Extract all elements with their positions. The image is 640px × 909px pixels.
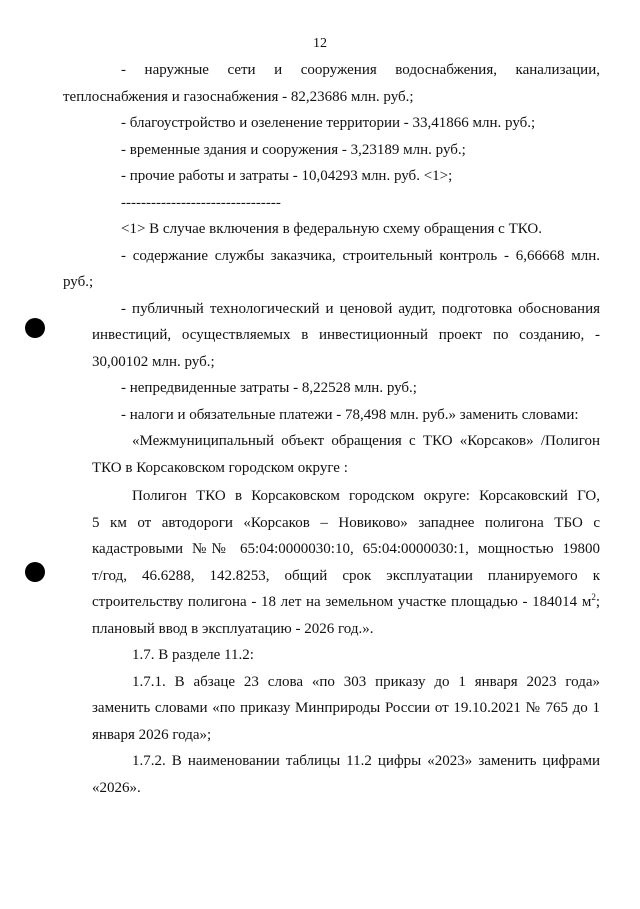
paragraph-audit-line-2: инвестиций, осуществляемых в инвестиционный проект по созданию, - [92, 327, 600, 343]
punch-hole-top [25, 318, 45, 338]
punch-hole-bottom [25, 562, 45, 582]
paragraph-temporary-buildings: - временные здания и сооружения - 3,23189 млн. руб.; [121, 141, 466, 158]
paragraph-section-1-7-1-line-2: заменить словами «по приказу Минприроды России от 19.10.2021 № 765 до 1 [92, 700, 600, 716]
superscript-2: 2 [591, 592, 596, 602]
paragraph-landfill-line-6: плановый ввод в эксплуатацию - 2026 год.». [92, 620, 374, 637]
paragraph-contingencies: - непредвиденные затраты - 8,22528 млн. руб.; [121, 380, 417, 396]
paragraph-networks [63, 57, 600, 110]
paragraph-landfill-line-1: Полигон ТКО в Корсаковском городском округе: Корсаковский ГО, [132, 488, 600, 504]
paragraph-audit-line-3: 30,00102 млн. руб.; [92, 353, 215, 370]
paragraph-other-works: - прочие работы и затраты - 10,04293 млн. руб. <1>; [121, 168, 453, 184]
page-number: 12 [313, 36, 327, 51]
paragraph-section-1-7-1-line-3: января 2026 года»; [92, 726, 212, 743]
paragraph-section-1-7-2 [92, 748, 600, 801]
paragraph-audit-line-1: - публичный технологический и ценовой аудит, подготовка обоснования [121, 300, 600, 317]
paragraph-landfill-line-3: кадастровыми №№ 65:04:0000030:10, 65:04:0000030:1, мощностью 19800 [92, 541, 600, 557]
paragraph-customer-service [63, 243, 600, 296]
paragraph-taxes: - налоги и обязательные платежи - 78,498 млн. руб.» заменить словами: [121, 406, 579, 423]
paragraph-landfill-line-4: т/год, 46.6288, 142.8253, общий срок эксплуатации планируемого к [92, 567, 600, 584]
paragraph-object-title-line-2: ТКО в Корсаковском городском округе : [92, 459, 348, 476]
paragraph-landscaping: - благоустройство и озеленение территории - 33,41866 млн. руб.; [121, 115, 536, 131]
paragraph-landfill-line-5-end: ; [595, 594, 600, 610]
paragraph-object-title-line-1: «Межмуниципальный объект обращения с ТКО «Корсаков» /Полигон [132, 433, 600, 449]
paragraph-section-1-7-1 [92, 669, 600, 749]
paragraph-section-1-7: 1.7. В разделе 11.2: [132, 647, 254, 663]
paragraph-object-title [92, 428, 600, 481]
document-body [63, 57, 600, 801]
paragraph-section-1-7-1-line-1: 1.7.1. В абзаце 23 слова «по 303 приказу до 1 января 2023 года» [132, 673, 600, 690]
footnote-separator: -------------------------------- [121, 194, 281, 211]
paragraph-landfill-line-2: 5 км от автодороги «Корсаков – Новиково» западнее полигона ТБО с [92, 514, 600, 531]
paragraph-section-1-7-2-line-2: «2026». [92, 779, 141, 796]
paragraph-landfill-line-5 [52, 589, 600, 616]
paragraph-section-1-7-2-line-1: 1.7.2. В наименовании таблицы 11.2 цифры «2023» заменить цифрами [132, 753, 600, 769]
paragraph-audit [92, 296, 600, 376]
paragraph-customer-service-line-1: - содержание службы заказчика, строительный контроль - 6,66668 млн. [121, 247, 600, 264]
paragraph-landfill [92, 483, 600, 642]
paragraph-networks-line-1: - наружные сети и сооружения водоснабжения, канализации, [121, 62, 600, 78]
paragraph-landfill-line-5-text: строительству полигона - 18 лет на земельном участке площадью - 184014 м [92, 594, 592, 610]
paragraph-customer-service-line-2: руб.; [63, 274, 94, 290]
footnote-1: <1> В случае включения в федеральную схему обращения с ТКО. [121, 221, 542, 237]
paragraph-networks-line-2: теплоснабжения и газоснабжения - 82,23686 млн. руб.; [63, 88, 414, 105]
